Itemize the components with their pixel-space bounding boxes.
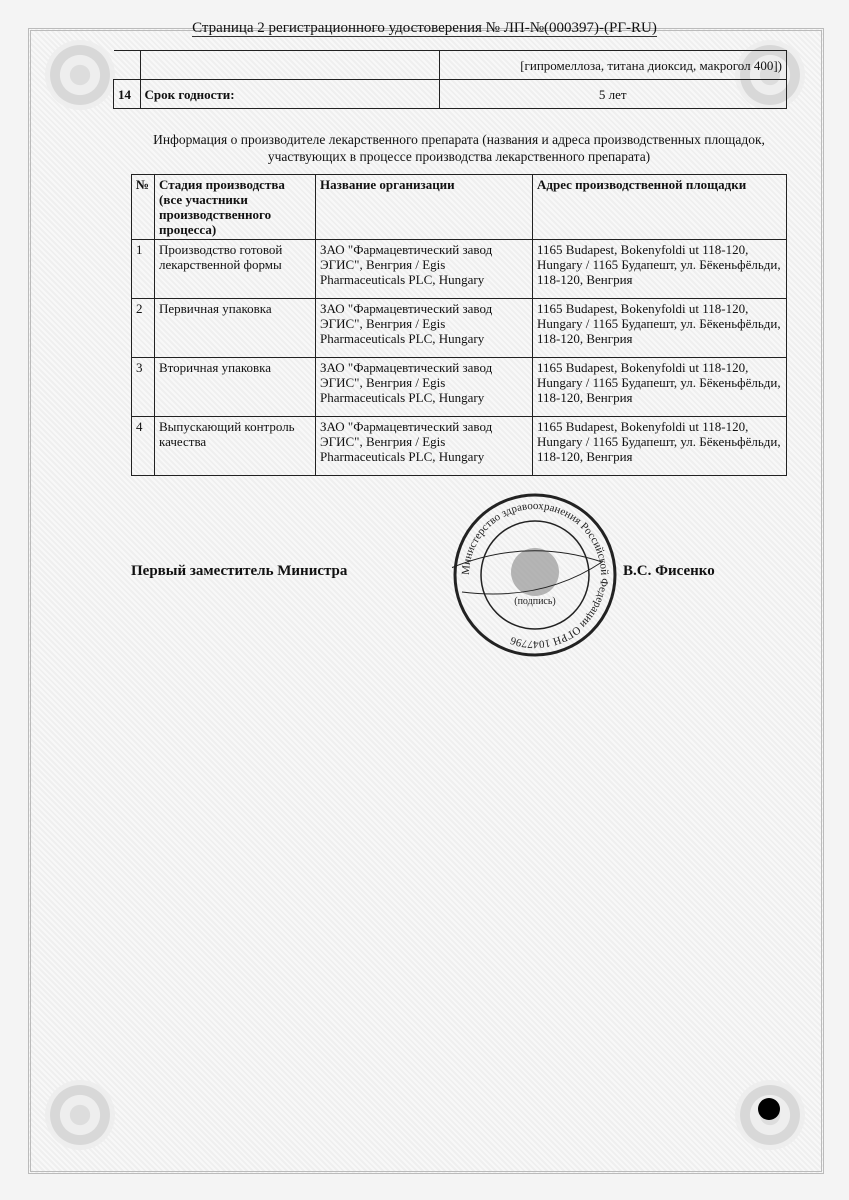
svg-text:Министерство здравоохранения Р: Министерство здравоохранения Российской Федерации ОГРН 1047796 <box>459 499 611 651</box>
signatory-position: Первый заместитель Министра <box>131 563 348 579</box>
rosette-ornament <box>45 1080 115 1150</box>
manufacturers-table: № Стадия производства (все участники производственного процесса) Название организации Адрес производственной площадки 1 Производство готовой лекарственной формы ЗАО "Фармацевтический завод ЭГИС", Венгрия / Egis Pharmaceuticals PLC, Hungary 1165 Budapest, Bokenyfoldi ut 118-120, Hungary / 1165 Будапешт, ул. Бёкеньфёльди, 118-120, Венгрия 2 Первичная упаковка ЗАО "Фармацевтический завод ЭГИС", Венгрия / Egis Pharmaceuticals PLC, Hungary 1165 Budapest, Bokenyfoldi ut 118-120, Hungary / 1165 Будапешт, ул. Бёкеньфёльди, 118-120, Венгрия 3 Вторичная упаковка ЗАО "Фармацевтический завод ЭГИС", Венгрия / Egis Pharmaceuticals PLC, Hungary 1165 Budapest, Bokenyfoldi ut 118-120, Hungary / 1165 Будапешт, ул. Бёкеньфёльди, 118-120, Венгрия 4 Выпускающий контроль качества ЗАО "Фармацевтический завод ЭГИС", Венгрия / Egis Pharmaceuticals PLC, Hungary 1165 Budapest, Bokenyfoldi ut 118-120, Hungary / 1165 Будапешт, ул. Бёкеньфёльди, 118-120, Венгрия <box>131 174 787 476</box>
info-heading: Информация о производителе лекарственного препарата (названия и адреса производственных площадок, участвующих в процессе производства лекарственного препарата) <box>153 132 765 164</box>
svg-text:(подпись): (подпись) <box>514 596 556 607</box>
table-row: 1 Производство готовой лекарственной формы ЗАО "Фармацевтический завод ЭГИС", Венгрия / Egis Pharmaceuticals PLC, Hungary 1165 Budapest, Bokenyfoldi ut 118-120, Hungary / 1165 Будапешт, ул. Бёкеньфёльди, 118-120, Венгрия <box>132 240 787 299</box>
punch-hole <box>758 1098 780 1120</box>
page-title: Страница 2 регистрационного удостоверения № ЛП-№(000397)-(РГ-RU) <box>192 20 657 36</box>
table-row: 4 Выпускающий контроль качества ЗАО "Фармацевтический завод ЭГИС", Венгрия / Egis Pharmaceuticals PLC, Hungary 1165 Budapest, Bokenyfoldi ut 118-120, Hungary / 1165 Будапешт, ул. Бёкеньфёльди, 118-120, Венгрия <box>132 417 787 476</box>
signatory-name: В.С. Фисенко <box>623 563 715 579</box>
official-stamp <box>452 492 618 658</box>
rosette-ornament <box>45 40 115 110</box>
table-row: 3 Вторичная упаковка ЗАО "Фармацевтический завод ЭГИС", Венгрия / Egis Pharmaceuticals PLC, Hungary 1165 Budapest, Bokenyfoldi ut 118-120, Hungary / 1165 Будапешт, ул. Бёкеньфёльди, 118-120, Венгрия <box>132 358 787 417</box>
table-row: 2 Первичная упаковка ЗАО "Фармацевтический завод ЭГИС", Венгрия / Egis Pharmaceuticals PLC, Hungary 1165 Budapest, Bokenyfoldi ut 118-120, Hungary / 1165 Будапешт, ул. Бёкеньфёльди, 118-120, Венгрия <box>132 299 787 358</box>
top-table: [гипромеллоза, титана диоксид, макрогол 400]) 14 Срок годности: 5 лет <box>113 50 787 109</box>
